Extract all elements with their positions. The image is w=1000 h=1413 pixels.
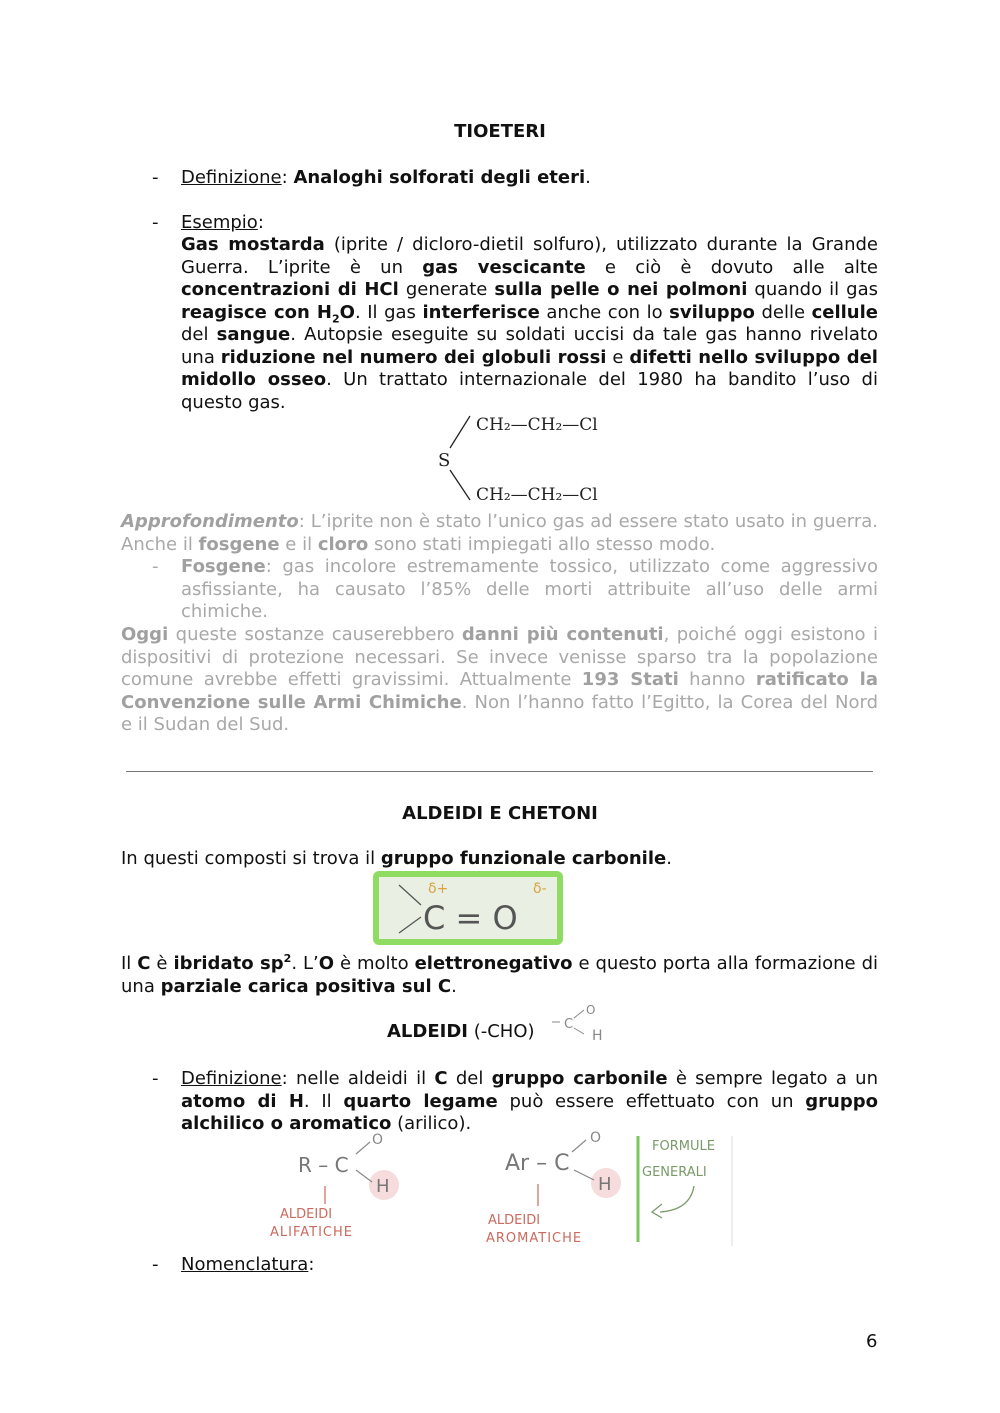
hybridization-paragraph: Il C è ibridato $sp^2$. L’O è molto elettronegativo e questo porta alla formazione di una parziale carica positiva sul C. — [121, 952, 879, 997]
bullet-dash: - — [152, 212, 159, 233]
example-label-line: Esempio: — [181, 212, 264, 233]
sketch-o: O — [586, 1003, 596, 1017]
bullet-dash: - — [152, 1068, 159, 1089]
top-chain-label: CH₂—CH₂—Cl — [476, 415, 598, 435]
example-label: Esempio — [181, 212, 258, 233]
bottom-chain-label: CH₂—CH₂—Cl — [476, 485, 598, 505]
fosgene-label: Fosgene — [181, 556, 266, 577]
nomenclatura-line: Nomenclatura: — [181, 1254, 315, 1275]
intro-sentence: In questi composti si trova il gruppo funzionale carbonile. — [121, 848, 672, 869]
definition-label: Definizione — [181, 167, 282, 188]
aldeidi-definition-label: Definizione — [181, 1068, 282, 1089]
aromatic-o: O — [590, 1130, 602, 1146]
aliphatic-o: O — [372, 1132, 384, 1148]
bullet-dash: - — [152, 167, 159, 188]
bullet-dash: - — [152, 1254, 159, 1275]
example-paragraph: Gas mostarda (iprite / dicloro-dietil solfuro), utilizzato durante la Grande Guerra. L’iprite è un gas vescicante e ciò è dovuto alle alte concentrazioni di HCl generate sulla pelle o nei polmoni quando il gas reagisce con $H_2O$. Il gas interferisce anche con lo sviluppo delle cellule del sangue. Autopsie eseguite su soldati uccisi da tale gas hanno rivelato una riduzione nel numero dei globuli rossi e difetti nello sviluppo del midollo osseo. Un trattato internazionale del 1980 ha bandito l’uso di questo gas. — [181, 234, 879, 413]
aliphatic-formula: R – C — [298, 1153, 349, 1177]
cho-group-sketch — [548, 1000, 614, 1044]
generali-label: GENERALI — [642, 1165, 707, 1180]
delta-minus-label: δ- — [533, 881, 547, 897]
section-title-aldeidi-chetoni: ALDEIDI E CHETONI — [402, 803, 598, 824]
aromatic-formula: Ar – C — [505, 1151, 570, 1176]
aromatic-label-2: AROMATICHE — [486, 1231, 583, 1246]
oggi-paragraph: Oggi queste sostanze causerebbero danni più contenuti, poiché oggi esistono i dispositivi di protezione necessari. Se invece venisse sparso tra la popolazione comune avrebbe effetti gravissimi. Attualmente 193 Stati hanno ratificato la Convenzione sulle Armi Chimiche. Non l’hanno fatto l’Egitto, la Corea del Nord e il Sudan del Sud. — [121, 624, 878, 735]
sketch-c: C — [564, 1017, 574, 1032]
aromatic-label-1: ALDEIDI — [488, 1213, 541, 1228]
carbonyl-sketch — [373, 871, 565, 947]
aliphatic-label-2: ALIFATICHE — [270, 1225, 353, 1240]
aldeidi-definition: Definizione: nelle aldeidi il C del gruppo carbonile è sempre legato a un atomo di H. Il quarto legame può essere effettuato con un gruppo alchilico o aromatico (arilico). — [181, 1068, 878, 1134]
definition-text: Analoghi solforati degli eteri — [293, 167, 586, 188]
aliphatic-label-1: ALDEIDI — [280, 1207, 333, 1222]
carbonyl-formula: C = O — [423, 899, 518, 937]
sulfur-atom-label: S — [438, 450, 451, 471]
aldehyde-formulas-sketch — [250, 1130, 740, 1248]
definition-line: Definizione: Analoghi solforati degli eteri. — [181, 167, 591, 188]
sketch-h: H — [592, 1028, 603, 1044]
page-number: 6 — [866, 1331, 878, 1352]
approfondimento-label: Approfondimento — [121, 511, 299, 532]
aromatic-h: H — [598, 1174, 612, 1195]
fosgene-bullet: Fosgene: gas incolore estremamente tossico, utilizzato come aggressivo asfissiante, ha causato l’85% delle morti attribuite all’uso delle armi chimiche. — [181, 556, 878, 622]
aliphatic-h: H — [376, 1176, 390, 1197]
mustard-gas-structure — [430, 408, 640, 508]
nomenclatura-label: Nomenclatura — [181, 1254, 309, 1275]
bullet-dash: - — [152, 556, 159, 577]
section-title-tioeteri: TIOETERI — [454, 121, 546, 142]
section-divider — [126, 771, 873, 772]
delta-plus-label: δ+ — [428, 881, 449, 897]
aldeidi-heading: ALDEIDI (-CHO) — [387, 1021, 535, 1042]
formule-label: FORMULE — [652, 1139, 715, 1154]
approfondimento-paragraph: Approfondimento: L’iprite non è stato l’unico gas ad essere stato usato in guerra. Anche il fosgene e il cloro sono stati impiegati allo stesso modo. — [121, 511, 878, 555]
